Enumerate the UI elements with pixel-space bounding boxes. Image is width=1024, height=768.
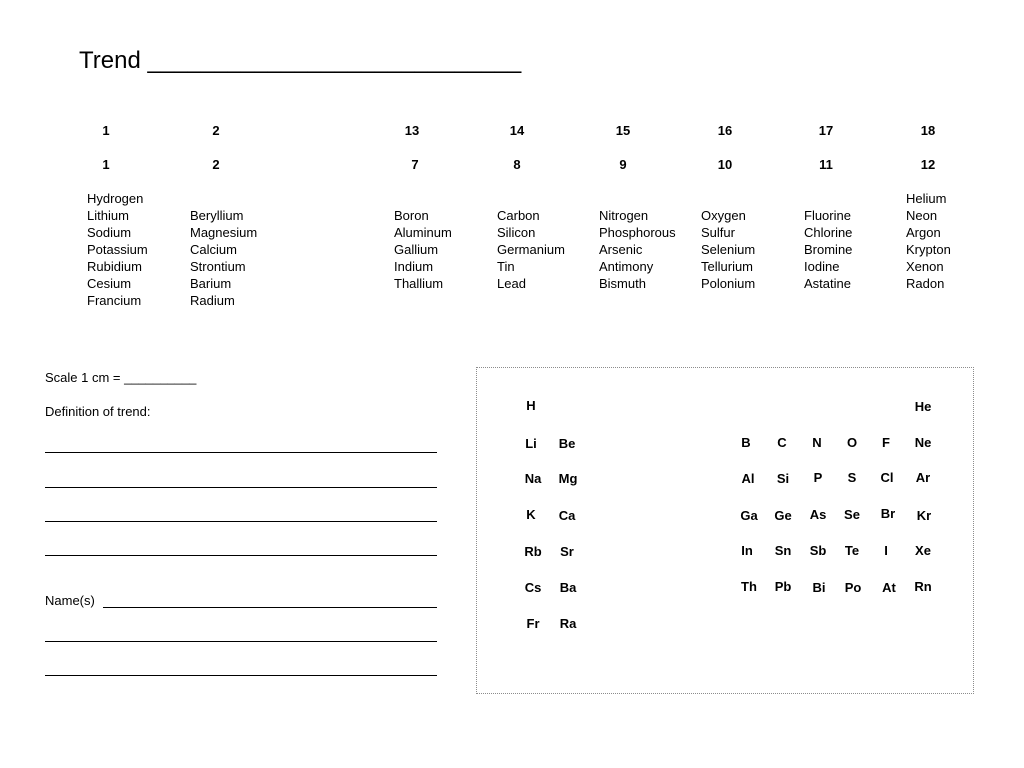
element-column-group-2	[190, 207, 257, 309]
graph-area[interactable]	[476, 367, 974, 694]
element-name: Xenon	[906, 259, 944, 274]
element-name: Helium	[906, 191, 947, 206]
symbol-li: Li	[525, 436, 537, 451]
symbol-o: O	[846, 435, 858, 450]
element-name: Radium	[190, 293, 235, 308]
symbol-ra: Ra	[559, 616, 577, 631]
group-number-16: 16	[717, 123, 733, 138]
symbol-br: Br	[880, 506, 896, 521]
element-name: Fluorine	[804, 208, 851, 223]
group-number-14: 14	[509, 123, 525, 138]
definition-answer-line[interactable]	[45, 487, 437, 488]
symbol-bi: Bi	[812, 580, 826, 595]
element-column-group-16	[701, 207, 755, 292]
element-name: Carbon	[497, 208, 540, 223]
element-name: Rubidium	[87, 259, 142, 274]
element-name: Bromine	[804, 242, 853, 257]
group-alt-number: 11	[819, 157, 833, 172]
element-column-group-18	[906, 190, 951, 292]
symbol-s: S	[847, 470, 857, 485]
group-number-13: 13	[404, 123, 420, 138]
symbol-ar: Ar	[915, 470, 931, 485]
symbol-kr: Kr	[916, 508, 932, 523]
definition-answer-line[interactable]	[45, 452, 437, 453]
symbol-n: N	[812, 435, 822, 450]
element-name: Iodine	[804, 259, 840, 274]
group-number-18: 18	[920, 123, 936, 138]
symbol-he: He	[914, 399, 932, 414]
element-name: Indium	[394, 259, 434, 274]
element-name: Sulfur	[701, 225, 735, 240]
element-name: Gallium	[394, 242, 439, 257]
element-name: Radon	[906, 276, 945, 291]
symbol-sb: Sb	[809, 543, 827, 558]
symbol-sr: Sr	[560, 544, 574, 559]
element-column-group-1	[87, 190, 148, 309]
element-name: Hydrogen	[87, 191, 144, 206]
element-name: Magnesium	[190, 225, 258, 240]
symbol-te: Te	[844, 543, 860, 558]
symbol-ca: Ca	[558, 508, 576, 523]
element-name: Chlorine	[804, 225, 853, 240]
symbol-ne: Ne	[914, 435, 932, 450]
group-alt-number: 10	[717, 157, 733, 172]
element-name: Neon	[906, 208, 938, 223]
element-name: Germanium	[497, 242, 565, 257]
symbol-b: B	[741, 435, 751, 450]
symbol-h: H	[526, 398, 536, 413]
symbol-si: Si	[776, 471, 790, 486]
symbol-th: Th	[741, 579, 757, 594]
symbol-ge: Ge	[774, 508, 792, 523]
element-name: Calcium	[190, 242, 237, 257]
names-answer-line[interactable]	[45, 641, 437, 642]
element-name: Antimony	[599, 259, 654, 274]
symbol-ba: Ba	[559, 580, 577, 595]
symbol-al: Al	[741, 471, 755, 486]
element-name: Beryllium	[190, 208, 244, 223]
element-name: Aluminum	[394, 225, 452, 240]
names-answer-line[interactable]	[103, 607, 437, 608]
symbol-se: Se	[844, 507, 860, 522]
symbol-c: C	[777, 435, 787, 450]
symbol-sn: Sn	[774, 543, 792, 558]
symbol-in: In	[741, 543, 753, 558]
element-column-group-13	[394, 207, 452, 292]
names-label: Name(s)	[45, 593, 95, 608]
symbol-at: At	[882, 580, 896, 595]
element-name: Argon	[906, 225, 941, 240]
scale-label: Scale 1 cm = __________	[45, 370, 197, 385]
symbol-pb: Pb	[774, 579, 792, 594]
symbol-i: I	[884, 543, 888, 558]
definition-answer-line[interactable]	[45, 521, 437, 522]
group-number-1: 1	[102, 123, 110, 138]
symbol-f: F	[882, 435, 890, 450]
group-alt-number: 12	[920, 157, 936, 172]
worksheet-title: Trend ____________________________	[79, 47, 522, 74]
element-name: Lithium	[87, 208, 129, 223]
element-name: Tellurium	[701, 259, 754, 274]
element-name: Sodium	[87, 225, 132, 240]
element-name: Astatine	[804, 276, 851, 291]
symbol-na: Na	[524, 471, 542, 486]
group-alt-number: 1	[102, 157, 110, 172]
element-column-group-17	[804, 207, 852, 292]
element-name: Phosphorous	[599, 225, 676, 240]
element-name: Silicon	[497, 225, 536, 240]
symbol-cs: Cs	[524, 580, 542, 595]
element-name: Bismuth	[599, 276, 646, 291]
symbol-rb: Rb	[524, 544, 542, 559]
group-alt-number: 7	[411, 157, 419, 172]
symbol-xe: Xe	[915, 543, 931, 558]
element-name: Polonium	[701, 276, 756, 291]
names-answer-line[interactable]	[45, 675, 437, 676]
element-name: Krypton	[906, 242, 951, 257]
symbol-as: As	[809, 507, 827, 522]
group-alt-number: 9	[619, 157, 627, 172]
element-name: Strontium	[190, 259, 246, 274]
group-number-2: 2	[212, 123, 220, 138]
group-alt-number: 8	[513, 157, 521, 172]
element-name: Boron	[394, 208, 429, 223]
group-number-17: 17	[818, 123, 834, 138]
symbol-cl: Cl	[880, 470, 894, 485]
element-name: Lead	[497, 276, 526, 291]
symbol-ga: Ga	[740, 508, 758, 523]
group-alt-number: 2	[212, 157, 220, 172]
definition-answer-line[interactable]	[45, 555, 437, 556]
element-name: Potassium	[87, 242, 148, 257]
symbol-p: P	[813, 470, 823, 485]
element-name: Tin	[497, 259, 515, 274]
definition-label: Definition of trend:	[45, 404, 151, 419]
symbol-be: Be	[558, 436, 576, 451]
symbol-rn: Rn	[914, 579, 932, 594]
symbol-fr: Fr	[526, 616, 540, 631]
symbol-po: Po	[844, 580, 862, 595]
element-column-group-15	[599, 207, 676, 292]
element-name: Thallium	[394, 276, 444, 291]
element-name: Oxygen	[701, 208, 746, 223]
element-name: Nitrogen	[599, 208, 649, 223]
element-name: Francium	[87, 293, 142, 308]
group-number-15: 15	[615, 123, 631, 138]
element-name: Arsenic	[599, 242, 643, 257]
element-name: Cesium	[87, 276, 132, 291]
element-name: Selenium	[701, 242, 756, 257]
symbol-mg: Mg	[558, 471, 578, 486]
symbol-k: K	[526, 507, 536, 522]
element-name: Barium	[190, 276, 232, 291]
element-column-group-14	[497, 207, 565, 292]
